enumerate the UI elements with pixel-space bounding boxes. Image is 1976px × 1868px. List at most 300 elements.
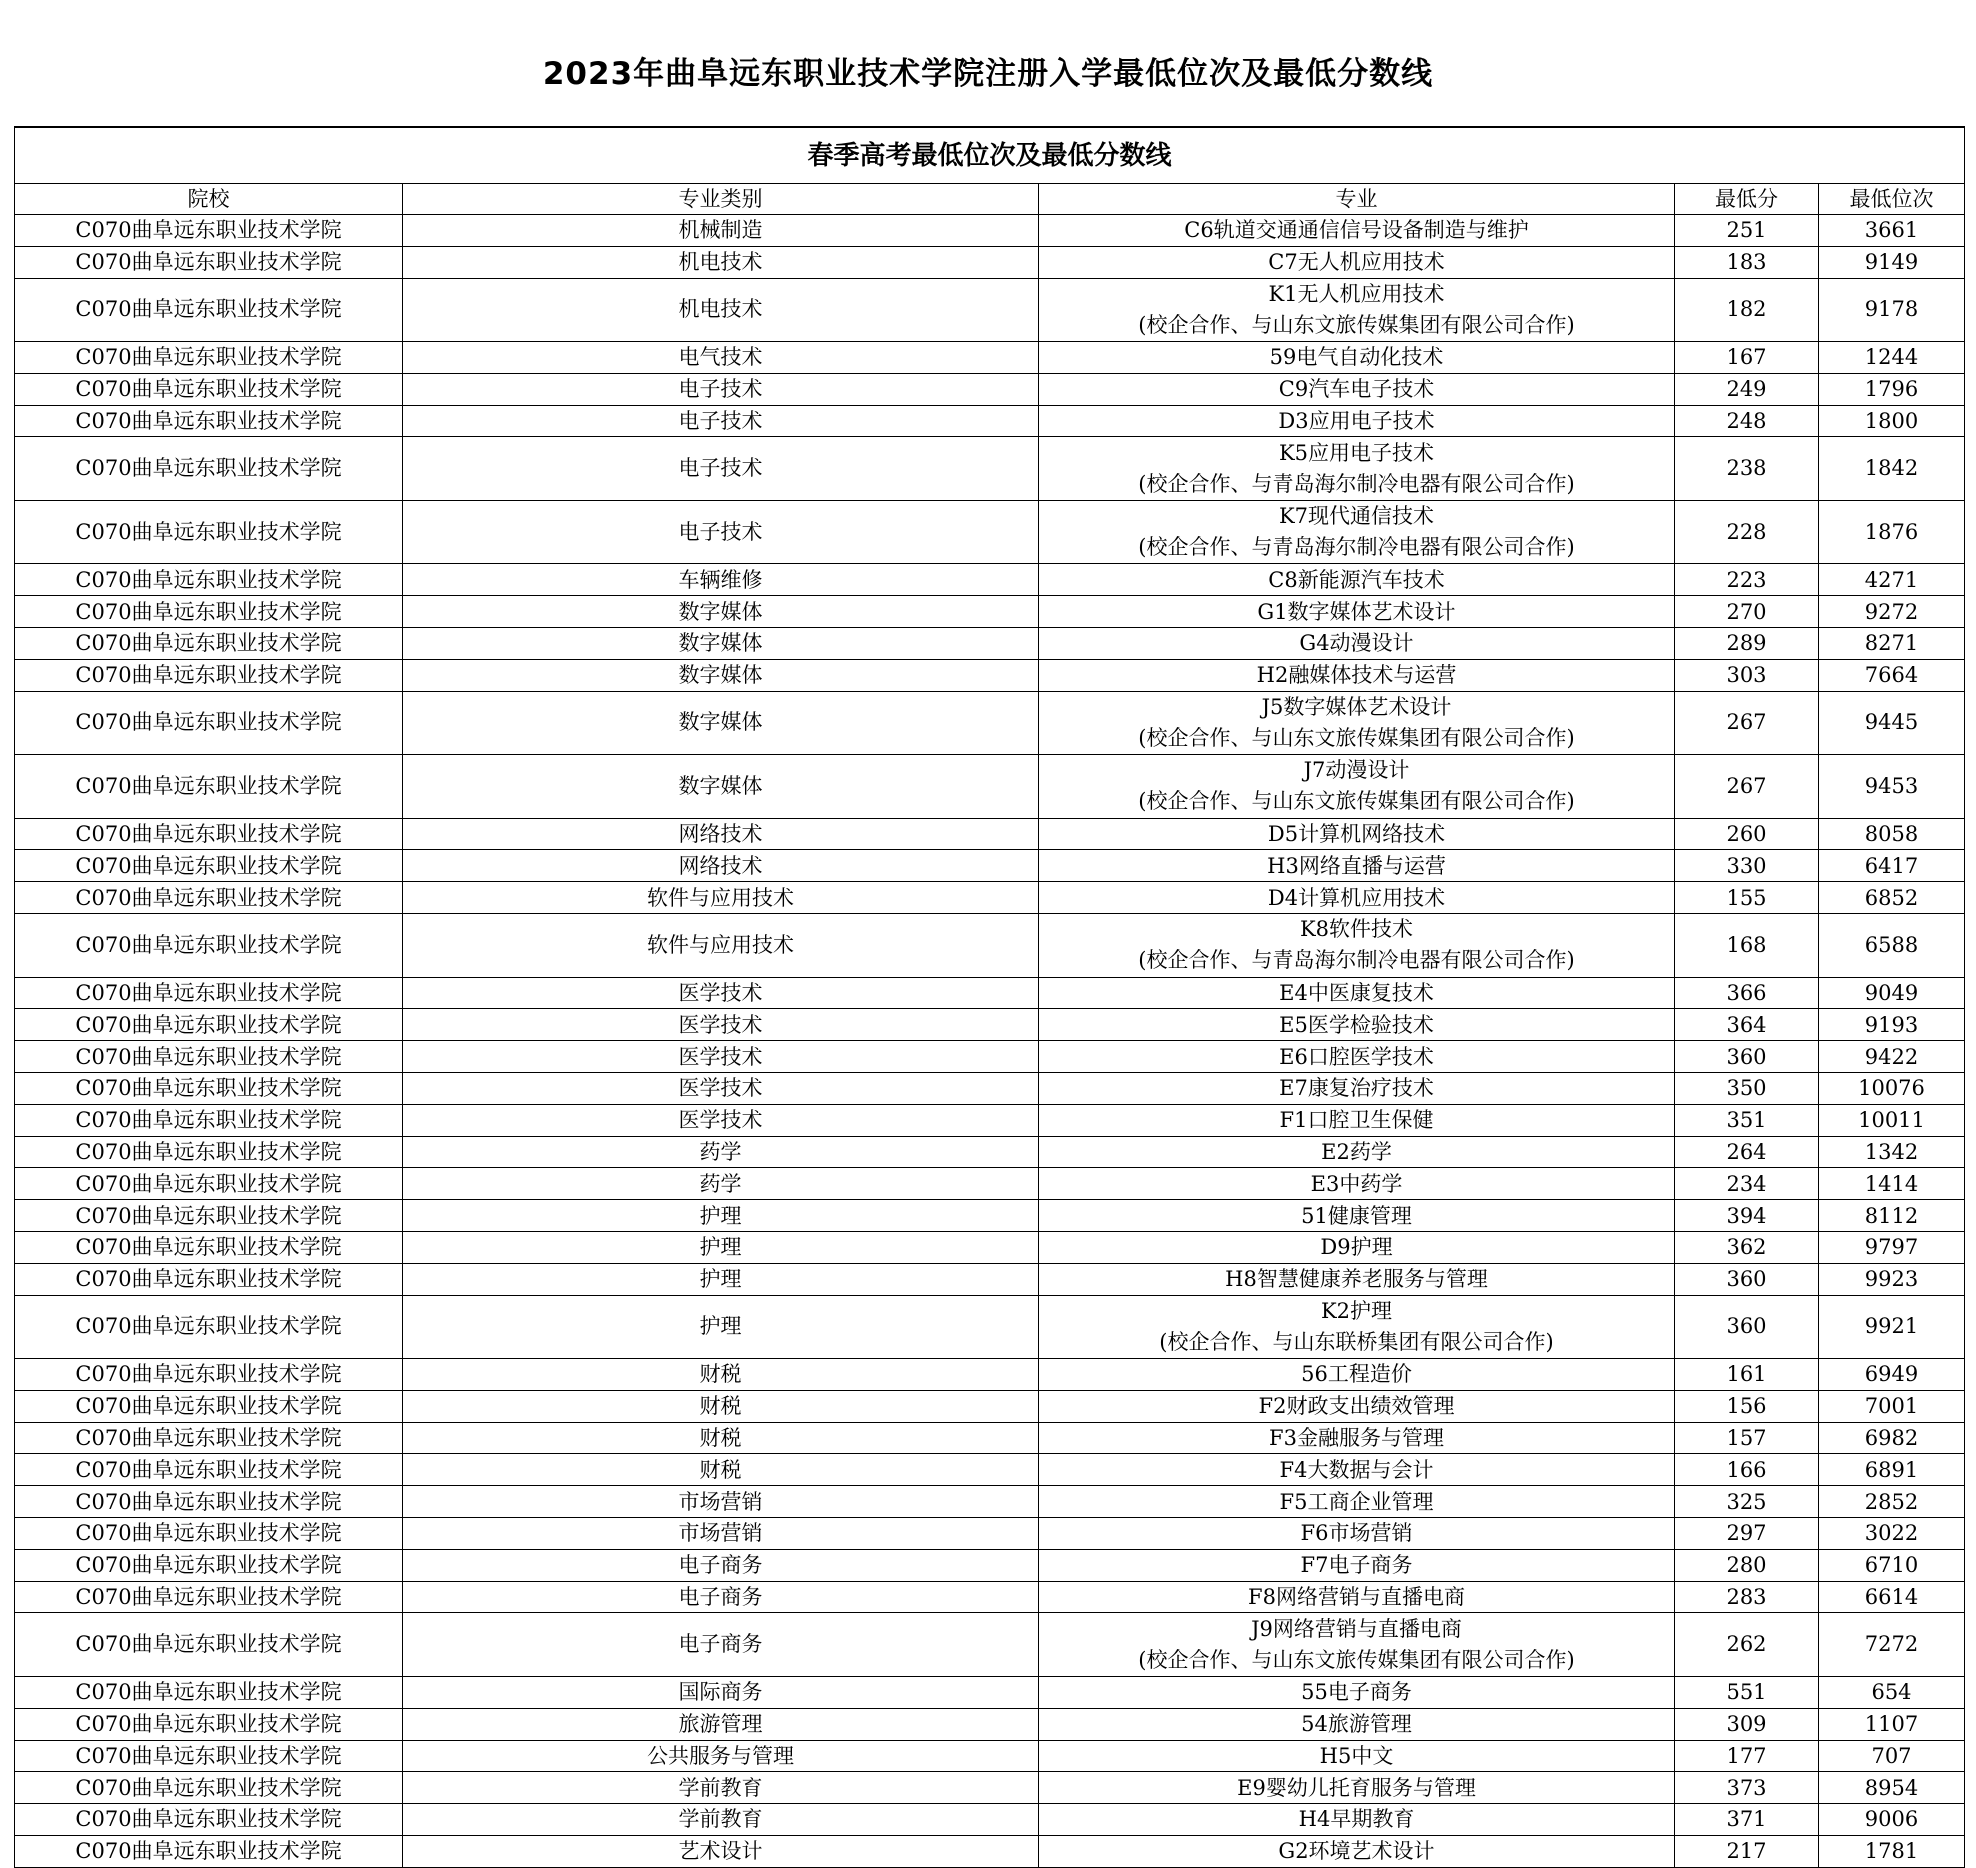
table-row [15,1835,1965,1867]
cell-min-rank: 9797 [1819,1231,1965,1263]
cell-school: C070曲阜远东职业技术学院 [15,437,403,501]
cell-major [1039,1518,1675,1550]
cell-school: C070曲阜远东职业技术学院 [15,1422,403,1454]
cell-min-score: 270 [1675,596,1819,628]
cell-major [1039,405,1675,437]
cell-major [1039,1486,1675,1518]
major-cooperation-note: (校企合作、与青岛海尔制冷电器有限公司合作) [1138,948,1575,973]
cell-category: 护理 [403,1231,1039,1263]
major-name: K8软件技术 [1299,917,1414,942]
table-row [15,1009,1965,1041]
cell-school: C070曲阜远东职业技术学院 [15,1263,403,1295]
cell-min-score: 260 [1675,818,1819,850]
cell-major [1039,755,1675,819]
cell-min-rank: 6417 [1819,850,1965,882]
cell-major [1039,1676,1675,1708]
cell-major [1039,246,1675,278]
cell-category: 数字媒体 [403,628,1039,660]
cell-major [1039,1581,1675,1613]
cell-min-score: 366 [1675,977,1819,1009]
cell-category: 车辆维修 [403,564,1039,596]
table-row [15,1772,1965,1804]
cell-min-rank: 10076 [1819,1072,1965,1104]
major-name: 59电气自动化技术 [1269,345,1444,370]
cell-major [1039,1231,1675,1263]
table-row [15,1390,1965,1422]
table-row [15,215,1965,247]
major-cooperation-note: (校企合作、与青岛海尔制冷电器有限公司合作) [1138,535,1575,560]
cell-min-score: 289 [1675,628,1819,660]
cell-min-score: 262 [1675,1613,1819,1677]
major-name: F4大数据与会计 [1279,1457,1434,1482]
cell-min-score: 264 [1675,1136,1819,1168]
cell-min-score: 238 [1675,437,1819,501]
cell-min-rank: 6710 [1819,1549,1965,1581]
cell-min-rank: 6891 [1819,1454,1965,1486]
cell-min-score: 280 [1675,1549,1819,1581]
cell-min-score: 223 [1675,564,1819,596]
cell-min-score: 351 [1675,1104,1819,1136]
cell-major [1039,1168,1675,1200]
cell-category: 电子技术 [403,405,1039,437]
cell-min-rank: 1800 [1819,405,1965,437]
cell-min-score: 360 [1675,1295,1819,1359]
cell-category: 电子技术 [403,437,1039,501]
cell-min-score: 267 [1675,691,1819,755]
cell-major [1039,1295,1675,1359]
table-row [15,1263,1965,1295]
cell-school: C070曲阜远东职业技术学院 [15,1009,403,1041]
section-title: 春季高考最低位次及最低分数线 [15,127,1965,184]
major-name: C9汽车电子技术 [1278,377,1435,402]
major-name: F1口腔卫生保健 [1279,1108,1434,1133]
cell-min-rank: 6949 [1819,1359,1965,1391]
major-name: 54旅游管理 [1301,1712,1412,1737]
cell-major [1039,1804,1675,1836]
major-name: F6市场营销 [1300,1521,1413,1546]
cell-major [1039,1200,1675,1232]
cell-school: C070曲阜远东职业技术学院 [15,405,403,437]
cell-min-score: 182 [1675,278,1819,342]
admission-table [14,126,1965,1868]
cell-school: C070曲阜远东职业技术学院 [15,818,403,850]
cell-category: 护理 [403,1295,1039,1359]
cell-min-rank: 9923 [1819,1263,1965,1295]
cell-school: C070曲阜远东职业技术学院 [15,1168,403,1200]
cell-min-score: 249 [1675,373,1819,405]
cell-school: C070曲阜远东职业技术学院 [15,1518,403,1550]
major-cooperation-note: (校企合作、与山东联桥集团有限公司合作) [1159,1329,1554,1354]
cell-school: C070曲阜远东职业技术学院 [15,342,403,374]
table-row [15,1486,1965,1518]
major-name: E4中医康复技术 [1279,980,1434,1005]
cell-min-rank: 9921 [1819,1295,1965,1359]
cell-school: C070曲阜远东职业技术学院 [15,1231,403,1263]
cell-school: C070曲阜远东职业技术学院 [15,1676,403,1708]
major-name: H5中文 [1319,1743,1394,1768]
cell-min-score: 183 [1675,246,1819,278]
column-header-major: 专业 [1039,184,1675,215]
major-name: G4动漫设计 [1299,631,1414,656]
cell-category: 数字媒体 [403,596,1039,628]
cell-school: C070曲阜远东职业技术学院 [15,691,403,755]
cell-major [1039,1772,1675,1804]
cell-school: C070曲阜远东职业技术学院 [15,1295,403,1359]
cell-min-rank: 9178 [1819,278,1965,342]
cell-school: C070曲阜远东职业技术学院 [15,914,403,978]
table-row [15,246,1965,278]
cell-min-score: 551 [1675,1676,1819,1708]
cell-min-score: 309 [1675,1708,1819,1740]
major-name: D9护理 [1320,1235,1393,1260]
cell-category: 电子商务 [403,1613,1039,1677]
cell-min-rank: 6614 [1819,1581,1965,1613]
table-row [15,500,1965,564]
table-row [15,755,1965,819]
cell-major [1039,1454,1675,1486]
cell-major [1039,628,1675,660]
cell-school: C070曲阜远东职业技术学院 [15,977,403,1009]
cell-major [1039,691,1675,755]
cell-min-score: 360 [1675,1263,1819,1295]
table-row [15,373,1965,405]
major-name: H2融媒体技术与运营 [1256,663,1457,688]
cell-category: 软件与应用技术 [403,882,1039,914]
cell-major [1039,373,1675,405]
cell-major [1039,659,1675,691]
table-row [15,1708,1965,1740]
table-row [15,1200,1965,1232]
major-name: 55电子商务 [1301,1680,1412,1705]
table-row [15,628,1965,660]
cell-category: 电子技术 [403,500,1039,564]
cell-school: C070曲阜远东职业技术学院 [15,1104,403,1136]
cell-school: C070曲阜远东职业技术学院 [15,373,403,405]
cell-min-score: 373 [1675,1772,1819,1804]
cell-min-score: 297 [1675,1518,1819,1550]
cell-min-rank: 3022 [1819,1518,1965,1550]
cell-school: C070曲阜远东职业技术学院 [15,882,403,914]
cell-school: C070曲阜远东职业技术学院 [15,850,403,882]
major-name: H3网络直播与运营 [1267,853,1446,878]
cell-school: C070曲阜远东职业技术学院 [15,596,403,628]
cell-category: 药学 [403,1136,1039,1168]
cell-min-score: 360 [1675,1041,1819,1073]
table-row [15,818,1965,850]
cell-category: 艺术设计 [403,1835,1039,1867]
cell-school: C070曲阜远东职业技术学院 [15,1708,403,1740]
cell-category: 财税 [403,1422,1039,1454]
cell-school: C070曲阜远东职业技术学院 [15,1772,403,1804]
cell-school: C070曲阜远东职业技术学院 [15,1486,403,1518]
cell-major [1039,437,1675,501]
cell-school: C070曲阜远东职业技术学院 [15,1549,403,1581]
cell-min-rank: 9445 [1819,691,1965,755]
table-row [15,1581,1965,1613]
cell-category: 电子技术 [403,373,1039,405]
cell-min-rank: 9049 [1819,977,1965,1009]
cell-min-score: 167 [1675,342,1819,374]
cell-category: 财税 [403,1390,1039,1422]
cell-major [1039,342,1675,374]
cell-major [1039,1072,1675,1104]
cell-category: 医学技术 [403,977,1039,1009]
cell-min-score: 155 [1675,882,1819,914]
cell-category: 护理 [403,1263,1039,1295]
cell-min-score: 283 [1675,1581,1819,1613]
major-name: F8网络营销与直播电商 [1248,1585,1465,1609]
cell-min-rank: 1244 [1819,342,1965,374]
cell-min-rank: 7664 [1819,659,1965,691]
cell-min-score: 350 [1675,1072,1819,1104]
cell-min-rank: 3661 [1819,215,1965,247]
major-name: K1无人机应用技术 [1268,281,1445,306]
cell-category: 软件与应用技术 [403,914,1039,978]
cell-major [1039,215,1675,247]
cell-school: C070曲阜远东职业技术学院 [15,500,403,564]
major-name: K5应用电子技术 [1278,440,1435,465]
cell-min-rank: 1107 [1819,1708,1965,1740]
table-body [15,215,1965,1868]
table-row [15,1295,1965,1359]
major-name: C8新能源汽车技术 [1268,567,1445,592]
table-row [15,1104,1965,1136]
cell-min-rank: 1796 [1819,373,1965,405]
cell-category: 机电技术 [403,278,1039,342]
cell-category: 医学技术 [403,1009,1039,1041]
cell-min-rank: 654 [1819,1676,1965,1708]
cell-major [1039,1740,1675,1772]
cell-min-score: 362 [1675,1231,1819,1263]
cell-min-rank: 9272 [1819,596,1965,628]
major-name: J5数字媒体艺术设计 [1261,694,1452,719]
major-cooperation-note: (校企合作、与山东文旅传媒集团有限公司合作) [1138,1647,1575,1672]
major-name: F3金融服务与管理 [1269,1426,1444,1451]
cell-min-rank: 6852 [1819,882,1965,914]
cell-min-rank: 1876 [1819,500,1965,564]
table-row [15,596,1965,628]
cell-category: 电子商务 [403,1581,1039,1613]
cell-major [1039,1422,1675,1454]
cell-min-rank: 7272 [1819,1613,1965,1677]
column-header-school: 院校 [15,184,403,215]
major-name: E5医学检验技术 [1279,1012,1434,1037]
table-row [15,850,1965,882]
cell-min-score: 394 [1675,1200,1819,1232]
cell-major [1039,596,1675,628]
cell-category: 市场营销 [403,1486,1039,1518]
cell-major [1039,1263,1675,1295]
cell-category: 网络技术 [403,850,1039,882]
cell-min-score: 161 [1675,1359,1819,1391]
cell-major [1039,500,1675,564]
major-name: 56工程造价 [1301,1362,1412,1387]
table-row [15,977,1965,1009]
major-cooperation-note: (校企合作、与山东文旅传媒集团有限公司合作) [1138,312,1575,337]
table-row [15,1072,1965,1104]
table-row [15,437,1965,501]
major-name: K2护理 [1320,1298,1393,1323]
cell-category: 学前教育 [403,1772,1039,1804]
major-name: D5计算机网络技术 [1267,822,1446,847]
cell-major [1039,818,1675,850]
cell-category: 财税 [403,1454,1039,1486]
major-name: E6口腔医学技术 [1279,1044,1434,1069]
cell-min-rank: 707 [1819,1740,1965,1772]
cell-min-rank: 9193 [1819,1009,1965,1041]
major-cooperation-note: (校企合作、与山东文旅传媒集团有限公司合作) [1138,725,1575,750]
cell-min-score: 303 [1675,659,1819,691]
cell-min-rank: 1842 [1819,437,1965,501]
cell-school: C070曲阜远东职业技术学院 [15,628,403,660]
cell-category: 旅游管理 [403,1708,1039,1740]
cell-category: 护理 [403,1200,1039,1232]
cell-category: 电气技术 [403,342,1039,374]
cell-min-score: 168 [1675,914,1819,978]
cell-category: 学前教育 [403,1804,1039,1836]
cell-major [1039,1549,1675,1581]
table-header-row [15,184,1965,215]
cell-min-rank: 6982 [1819,1422,1965,1454]
major-name: F2财政支出绩效管理 [1258,1394,1455,1419]
table-row [15,1231,1965,1263]
major-name: G1数字媒体艺术设计 [1257,599,1456,624]
cell-school: C070曲阜远东职业技术学院 [15,1581,403,1613]
cell-min-score: 251 [1675,215,1819,247]
column-header-min-rank: 最低位次 [1819,184,1965,215]
cell-major [1039,1835,1675,1867]
cell-major [1039,1136,1675,1168]
major-name: 51健康管理 [1301,1203,1412,1228]
table-row [15,405,1965,437]
table-row [15,691,1965,755]
cell-category: 公共服务与管理 [403,1740,1039,1772]
cell-major [1039,1613,1675,1677]
major-name: D4计算机应用技术 [1267,885,1446,910]
cell-school: C070曲阜远东职业技术学院 [15,564,403,596]
table-row [15,1359,1965,1391]
cell-min-score: 166 [1675,1454,1819,1486]
cell-major [1039,1104,1675,1136]
cell-school: C070曲阜远东职业技术学院 [15,1041,403,1073]
cell-min-score: 217 [1675,1835,1819,1867]
cell-min-score: 177 [1675,1740,1819,1772]
cell-min-score: 371 [1675,1804,1819,1836]
table-row [15,564,1965,596]
cell-school: C070曲阜远东职业技术学院 [15,755,403,819]
cell-min-score: 234 [1675,1168,1819,1200]
cell-category: 电子商务 [403,1549,1039,1581]
cell-min-rank: 8112 [1819,1200,1965,1232]
cell-school: C070曲阜远东职业技术学院 [15,215,403,247]
major-name: E7康复治疗技术 [1279,1076,1434,1101]
table-row [15,659,1965,691]
major-name: C7无人机应用技术 [1268,250,1445,275]
table-row [15,1518,1965,1550]
cell-min-rank: 10011 [1819,1104,1965,1136]
table-row [15,278,1965,342]
cell-min-rank: 7001 [1819,1390,1965,1422]
table-row [15,914,1965,978]
cell-min-rank: 9149 [1819,246,1965,278]
cell-min-rank: 9422 [1819,1041,1965,1073]
cell-school: C070曲阜远东职业技术学院 [15,1804,403,1836]
cell-min-rank: 9006 [1819,1804,1965,1836]
major-name: E3中药学 [1310,1171,1403,1196]
cell-min-rank: 1781 [1819,1835,1965,1867]
cell-min-rank: 2852 [1819,1486,1965,1518]
cell-category: 数字媒体 [403,659,1039,691]
table-row [15,1454,1965,1486]
page-title: 2023年曲阜远东职业技术学院注册入学最低位次及最低分数线 [542,56,1434,92]
cell-school: C070曲阜远东职业技术学院 [15,1072,403,1104]
cell-category: 机电技术 [403,246,1039,278]
major-name: E9婴幼儿托育服务与管理 [1237,1775,1476,1800]
cell-min-rank: 8954 [1819,1772,1965,1804]
cell-min-score: 156 [1675,1390,1819,1422]
column-header-min-score: 最低分 [1675,184,1819,215]
cell-min-rank: 6588 [1819,914,1965,978]
cell-category: 机械制造 [403,215,1039,247]
cell-major [1039,278,1675,342]
table-row [15,882,1965,914]
cell-major [1039,850,1675,882]
cell-min-score: 157 [1675,1422,1819,1454]
table-row [15,1041,1965,1073]
cell-school: C070曲阜远东职业技术学院 [15,1136,403,1168]
cell-school: C070曲阜远东职业技术学院 [15,1835,403,1867]
cell-category: 网络技术 [403,818,1039,850]
cell-major [1039,1009,1675,1041]
major-name: G2环境艺术设计 [1278,1839,1435,1864]
cell-category: 国际商务 [403,1676,1039,1708]
cell-major [1039,977,1675,1009]
cell-school: C070曲阜远东职业技术学院 [15,1390,403,1422]
major-name: D3应用电子技术 [1278,409,1435,434]
cell-major [1039,1041,1675,1073]
major-name: J7动漫设计 [1303,758,1410,783]
cell-school: C070曲阜远东职业技术学院 [15,1740,403,1772]
table-row [15,1168,1965,1200]
cell-min-score: 267 [1675,755,1819,819]
cell-school: C070曲阜远东职业技术学院 [15,1613,403,1677]
cell-min-score: 228 [1675,500,1819,564]
major-name: H4早期教育 [1298,1807,1415,1832]
major-name: J9网络营销与直播电商 [1251,1616,1462,1641]
cell-major [1039,1390,1675,1422]
table-row [15,1136,1965,1168]
cell-school: C070曲阜远东职业技术学院 [15,278,403,342]
major-name: E2药学 [1321,1139,1392,1164]
major-name: F5工商企业管理 [1279,1489,1434,1514]
cell-major [1039,914,1675,978]
cell-min-rank: 4271 [1819,564,1965,596]
table-row [15,1740,1965,1772]
major-cooperation-note: (校企合作、与山东文旅传媒集团有限公司合作) [1138,789,1575,814]
cell-min-rank: 1342 [1819,1136,1965,1168]
major-name: F7电子商务 [1300,1553,1413,1578]
major-name: K7现代通信技术 [1278,504,1435,529]
cell-min-rank: 1414 [1819,1168,1965,1200]
cell-min-score: 330 [1675,850,1819,882]
cell-min-rank: 9453 [1819,755,1965,819]
major-name: C6轨道交通通信信号设备制造与维护 [1184,218,1529,243]
cell-category: 医学技术 [403,1072,1039,1104]
cell-major [1039,1359,1675,1391]
cell-category: 医学技术 [403,1041,1039,1073]
cell-major [1039,1708,1675,1740]
cell-school: C070曲阜远东职业技术学院 [15,1359,403,1391]
